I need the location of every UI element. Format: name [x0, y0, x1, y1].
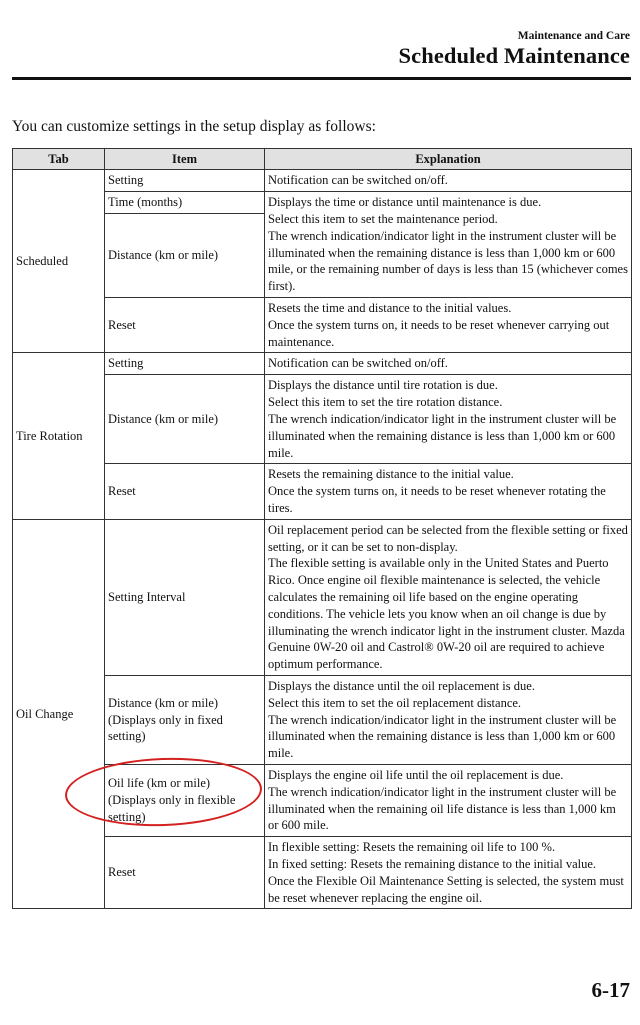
column-header-tab: Tab: [13, 149, 105, 170]
item-cell: Distance (km or mile) (Displays only in fixed setting): [105, 675, 265, 764]
section-label: Maintenance and Care: [517, 30, 630, 42]
item-cell: Time (months): [105, 192, 265, 214]
item-cell: Setting: [105, 170, 265, 192]
maintenance-settings-table: [12, 148, 632, 909]
explanation-cell: Resets the remaining distance to the initial value. Once the system turns on, it needs to be reset whenever rotating the tires.: [265, 464, 632, 519]
intro-text: You can customize settings in the setup display as follows:: [12, 118, 376, 135]
tab-cell-oil-change: Oil Change: [13, 519, 105, 909]
table-header-row: [13, 149, 632, 170]
table-row: [13, 353, 632, 375]
explanation-cell: Notification can be switched on/off.: [265, 170, 632, 192]
table-row: [13, 170, 632, 192]
explanation-cell: Displays the engine oil life until the oil replacement is due. The wrench indication/indicator light in the instrument cluster will be illuminated when the remaining oil life distance is less than 1,000 km or 600 mile.: [265, 764, 632, 836]
explanation-cell: Displays the distance until the oil replacement is due. Select this item to set the oil replacement distance. The wrench indication/indicator light in the instrument cluster will be illuminated when the remaining distance is less than 1,000 km or 600 mile.: [265, 675, 632, 764]
table-row: [13, 298, 632, 353]
item-cell-oil-life: [105, 764, 265, 836]
tab-cell-scheduled: Scheduled: [13, 170, 105, 353]
item-cell: Distance (km or mile): [105, 214, 265, 298]
table-row: [13, 837, 632, 909]
page-title: Scheduled Maintenance: [398, 43, 630, 68]
page-number: 6-17: [591, 978, 630, 1002]
explanation-cell: Oil replacement period can be selected from the flexible setting or fixed setting, or it can be set to non-display. The flexible setting is available only in the United States and Puerto Rico. Once engine oil flexible maintenance is selected, the vehicle calculates the remaining oil life based on the engine operating conditions. The vehicle lets you know when an oil change is due by illuminating the wrench indicator light in the instrument cluster. Mazda Genuine 0W-20 oil and Castrol® 0W-20 oil are required to achieve optimum performance.: [265, 519, 632, 675]
table-row: [13, 464, 632, 519]
column-header-item: Item: [105, 149, 265, 170]
item-cell: Reset: [105, 298, 265, 353]
explanation-cell: In flexible setting: Resets the remaining oil life to 100 %. In fixed setting: Resets the remaining distance to the initial value. Once the Flexible Oil Maintenance Setting is selected, the system must be reset whenever replacing the engine oil.: [265, 837, 632, 909]
item-cell: Setting Interval: [105, 519, 265, 675]
title-rule: [12, 77, 631, 80]
item-cell: Setting: [105, 353, 265, 375]
table-row: [13, 192, 632, 214]
item-cell: Reset: [105, 464, 265, 519]
item-cell: Distance (km or mile): [105, 375, 265, 464]
column-header-explanation: Explanation: [265, 149, 632, 170]
item-cell: Reset: [105, 837, 265, 909]
explanation-cell: Notification can be switched on/off.: [265, 353, 632, 375]
explanation-cell: Resets the time and distance to the initial values. Once the system turns on, it needs to be reset whenever carrying out maintenance.: [265, 298, 632, 353]
table-row: [13, 375, 632, 464]
item-cell-text: Oil life (km or mile) (Displays only in flexible setting): [108, 776, 236, 824]
table-row: [13, 764, 632, 836]
table-row: [13, 519, 632, 675]
tab-cell-tire-rotation: Tire Rotation: [13, 353, 105, 519]
explanation-cell: Displays the distance until tire rotation is due. Select this item to set the tire rotation distance. The wrench indication/indicator light in the instrument cluster will be illuminated when the remaining distance is less than 1,000 km or 600 mile.: [265, 375, 632, 464]
explanation-cell: Displays the time or distance until maintenance is due. Select this item to set the maintenance period. The wrench indication/indicator light in the instrument cluster will be illuminated when the remaining distance is less than 1,000 km or 600 mile, or the remaining number of days is less than 15 (whichever comes first).: [265, 192, 632, 298]
table-row: [13, 675, 632, 764]
